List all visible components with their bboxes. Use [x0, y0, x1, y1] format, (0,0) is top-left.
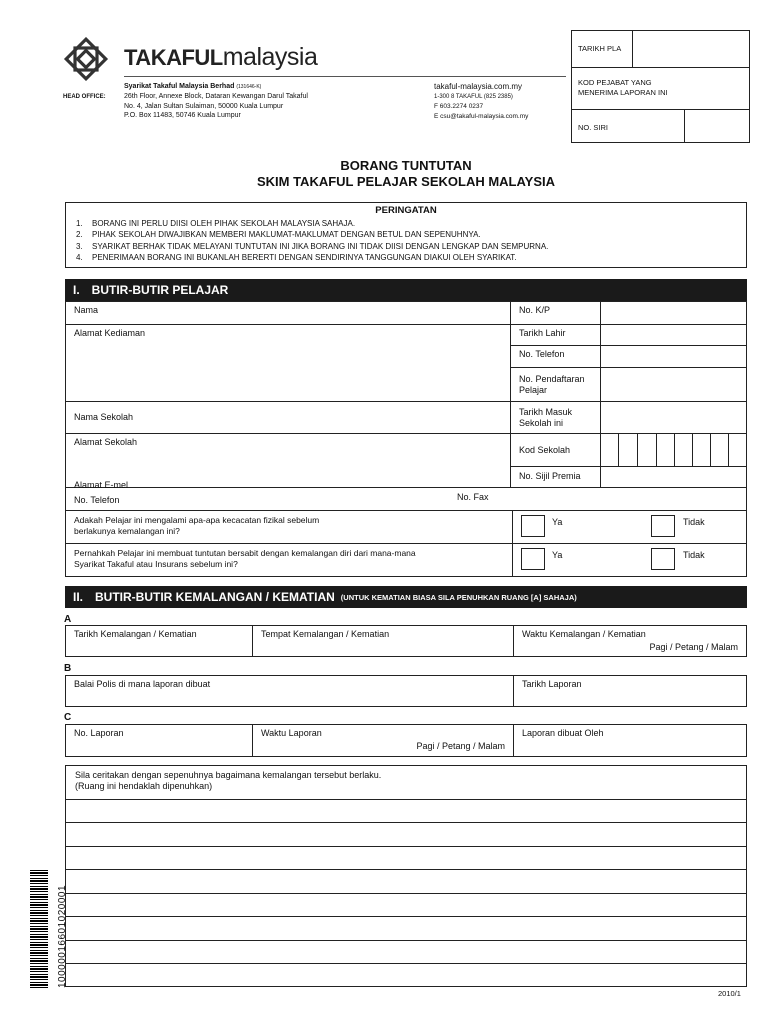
- fax: F 603.2274 0237: [434, 103, 484, 110]
- warning-list: [76, 218, 746, 263]
- address-line-3: P.O. Box 11483, 50746 Kuala Lumpur: [124, 112, 241, 119]
- company-logo: [63, 37, 109, 81]
- tarikh-lahir-field[interactable]: [600, 324, 747, 346]
- no-telefon-label: No. Telefon: [510, 345, 601, 368]
- nama-field[interactable]: Nama: [65, 301, 511, 325]
- alamat-sekolah-field[interactable]: Alamat Sekolah: [65, 433, 511, 488]
- no-kp-label: No. K/P: [510, 301, 601, 325]
- phone: 1-300 8 TAKAFUL (825 2385): [434, 93, 513, 100]
- question-1-text: Adakah Pelajar ini mengalami apa-apa kecacatan fizikal sebelum berlakunya kemalangan ini?: [74, 515, 320, 536]
- warning-box: [65, 202, 747, 268]
- email: E csu@takaful-malaysia.com.my: [434, 112, 529, 120]
- waktu-laporan-field[interactable]: Waktu Laporan Pagi / Petang / Malam: [252, 724, 514, 757]
- section-2-title: BUTIR-BUTIR KEMALANGAN / KEMATIAN: [95, 590, 335, 604]
- q1-tidak-checkbox[interactable]: [651, 515, 675, 537]
- no-telefon-field[interactable]: [600, 345, 747, 368]
- head-office-label: HEAD OFFICE:: [63, 94, 106, 100]
- tarikh-pla-label: TARIKH PLA: [578, 44, 622, 53]
- no-pendaftaran-field[interactable]: [600, 367, 747, 402]
- waktu-kemalangan-field[interactable]: Waktu Kemalangan / Kematian Pagi / Petang / Malam: [513, 625, 747, 657]
- no-laporan-field[interactable]: No. Laporan: [65, 724, 253, 757]
- address-line-1: 26th Floor, Annexe Block, Dataran Kewangan Darul Takaful: [124, 93, 308, 100]
- section-2-num: II.: [73, 590, 84, 604]
- tarikh-lahir-label: Tarikh Lahir: [510, 324, 601, 346]
- narrative-line: [65, 916, 747, 917]
- tarikh-laporan-field[interactable]: Tarikh Laporan: [513, 675, 747, 707]
- q1-tidak-label: Tidak: [683, 517, 705, 527]
- company-reg: (131646-K): [236, 84, 262, 90]
- no-pendaftaran-label: No. Pendaftaran Pelajar: [510, 367, 601, 402]
- narrative-line: [65, 963, 747, 964]
- laporan-oleh-field[interactable]: Laporan dibuat Oleh: [513, 724, 747, 757]
- title-line-1: BORANG TUNTUTAN: [340, 158, 472, 173]
- narrative-line: [65, 940, 747, 941]
- narrative-line: [65, 846, 747, 847]
- question-2-text: Pernahkah Pelajar ini membuat tuntutan bersabit dengan kemalangan diri dari mana-mana Syarikat Takaful atau Insurans sebelum ini?: [74, 548, 416, 569]
- warning-item: 1. BORANG INI PERLU DIISI OLEH PIHAK SEKOLAH MALAYSIA SAHAJA.: [76, 219, 356, 228]
- narrative-line: [65, 869, 747, 870]
- section-2-subtitle: (UNTUK KEMATIAN BIASA SILA PENUHKAN RUANG [A] SAHAJA): [340, 592, 577, 602]
- no-sijil-label: No. Sijil Premia: [510, 466, 601, 488]
- nama-sekolah-field[interactable]: Nama Sekolah: [65, 401, 511, 434]
- narrative-instruction: Sila ceritakan dengan sepenuhnya bagaimana kemalangan tersebut berlaku. (Ruang ini hendaklah dipenuhkan): [75, 770, 382, 791]
- tarikh-kemalangan-field[interactable]: Tarikh Kemalangan / Kematian: [65, 625, 253, 657]
- waktu-laporan-options: Pagi / Petang / Malam: [416, 741, 505, 751]
- q2-tidak-checkbox[interactable]: [651, 548, 675, 570]
- warning-item: 3. SYARIKAT BERHAK TIDAK MELAYANI TUNTUTAN INI JIKA BORANG INI TIDAK DIISI DENGAN LENGKAP DAN SEMPURNA.: [76, 241, 549, 251]
- logo-emblem-icon: [63, 37, 109, 81]
- kod-sekolah-label: Kod Sekolah: [510, 433, 601, 467]
- barcode: [30, 870, 48, 988]
- no-kp-field[interactable]: [600, 301, 747, 325]
- q2-tidak-label: Tidak: [683, 550, 705, 560]
- kod-pejabat-label: KOD PEJABAT YANG MENERIMA LAPORAN INI: [578, 78, 668, 97]
- form-code: 2010/1: [718, 989, 741, 998]
- brand-wordmark: [124, 43, 317, 72]
- tarikh-masuk-label: Tarikh Masuk Sekolah ini: [510, 401, 601, 434]
- section-1-title: BUTIR-BUTIR PELAJAR: [91, 283, 229, 297]
- email-phone-row[interactable]: [65, 487, 747, 511]
- office-use-box: [571, 30, 750, 143]
- form-title: [65, 158, 747, 190]
- section-2-header: [65, 586, 747, 608]
- brand-bold: TAKAFUL: [124, 45, 223, 70]
- tempat-kemalangan-field[interactable]: Tempat Kemalangan / Kematian: [252, 625, 514, 657]
- warning-item: 2. PIHAK SEKOLAH DIWAJIBKAN MEMBERI MAKLUMAT-MAKLUMAT DENGAN BETUL DAN SEPENUHNYA.: [76, 230, 481, 240]
- no-sijil-field[interactable]: [600, 466, 747, 488]
- tarikh-pla-field[interactable]: [633, 31, 749, 68]
- narrative-line: [65, 822, 747, 823]
- part-c-label: C: [64, 712, 72, 723]
- kod-sekolah-boxes: [618, 433, 746, 467]
- barcode-number: 10000016601020001: [57, 884, 68, 988]
- company-name: Syarikat Takaful Malaysia Berhad: [124, 83, 235, 90]
- section-1-num: I.: [73, 283, 80, 297]
- title-line-2: SKIM TAKAFUL PELAJAR SEKOLAH MALAYSIA: [256, 174, 556, 189]
- website: takaful-malaysia.com.my: [434, 82, 523, 91]
- no-fax-label: No. Fax: [457, 492, 489, 502]
- header-rule: [124, 76, 566, 77]
- q1-ya-label: Ya: [552, 517, 563, 527]
- q2-ya-label: Ya: [552, 550, 563, 560]
- no-siri-label: NO. SIRI: [578, 123, 609, 132]
- section-1-header: [65, 279, 747, 301]
- narrative-line: [65, 893, 747, 894]
- q2-ya-checkbox[interactable]: [521, 548, 545, 570]
- tarikh-masuk-field[interactable]: [600, 401, 747, 434]
- waktu-kemalangan-options: Pagi / Petang / Malam: [649, 642, 738, 652]
- alamat-kediaman-field[interactable]: Alamat Kediaman: [65, 324, 511, 402]
- address-line-2: No. 4, Jalan Sultan Sulaiman, 50000 Kuala Lumpur: [124, 102, 284, 110]
- alamat-emel-label: Alamat E-mel: [74, 480, 129, 490]
- balai-polis-field[interactable]: Balai Polis di mana laporan dibuat: [65, 675, 514, 707]
- part-a-label: A: [64, 614, 72, 625]
- part-b-label: B: [64, 663, 72, 674]
- contact-block: [434, 82, 574, 121]
- warning-item: 4. PENERIMAAN BORANG INI BUKANLAH BERERTI DENGAN SENDIRINYA TANGGUNGAN DIAKUI OLEH SYARIKAT.: [76, 252, 517, 262]
- company-block: [124, 82, 424, 121]
- narrative-line: [65, 799, 747, 800]
- no-telefon2-label: No. Telefon: [74, 495, 120, 505]
- brand-light: malaysia: [222, 43, 318, 71]
- warning-heading: PERINGATAN: [375, 205, 437, 216]
- q1-ya-checkbox[interactable]: [521, 515, 545, 537]
